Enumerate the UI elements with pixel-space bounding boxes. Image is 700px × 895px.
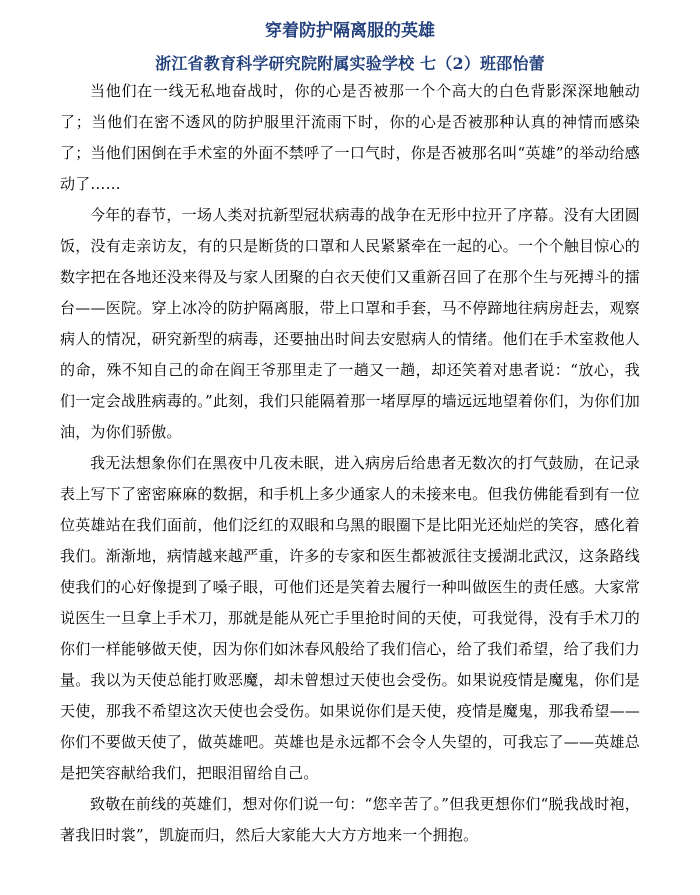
paragraph-4: 致敬在前线的英雄们，想对你们说一句：“您辛苦了。”但我更想你们“脱我战时袍，著我旧时裳”，凯旋而归，然后大家能大大方方地来一个拥抱。: [60, 795, 640, 844]
paragraph-2: 今年的春节，一场人类对抗新型冠状病毒的战争在无形中拉开了序幕。没有大团圆饭，没有走亲访友，有的只是断货的口罩和人民紧紧牵在一起的心。一个个触目惊心的数字把在各地还没来得及与家人团聚的白衣天使们又重新召回了在那个生与死搏斗的擂台——医院。穿上冰冷的防护隔离服，带上口罩和手套，马不停蹄地往病房赶去，观察病人的情况，研究新型的病毒，还要抽出时间去安慰病人的情绪。他们在手术室救他人的命，殊不知自己的命在阎王爷那里走了一趟又一趟，却还笑着对患者说：“放心，我们一定会战胜病毒的。”此刻，我们只能隔着那一堵厚厚的墙远远地望着你们，为你们加油，为你们骄傲。: [60, 206, 640, 441]
document-subtitle: 浙江省教育科学研究院附属实验学校 七（2）班邵怡蕾: [155, 54, 545, 73]
document-title: 穿着防护隔离服的英雄: [265, 21, 435, 41]
paragraph-3: 我无法想象你们在黑夜中几夜未眠，进入病房后给患者无数次的打气鼓励，在记录表上写下了密密麻麻的数据，和手机上多少通家人的未接来电。但我仿佛能看到有一位位英雄站在我们面前，他们泛红的双眼和乌黑的眼圈下是比阳光还灿烂的笑容，感化着我们。渐渐地，病情越来越严重，许多的专家和医生都被派往支援湖北武汉，这条路线使我们的心好像提到了嗓子眼，可他们还是笑着去履行一种叫做医生的责任感。大家常说医生一旦拿上手术刀，那就是能从死亡手里抢时间的天使，可我觉得，没有手术刀的你们一样能够做天使，因为你们如沐春风般给了我们信心，给了我们希望，给了我们力量。我以为天使总能打败恶魔，却未曾想过天使也会受伤。如果说疫情是魔鬼，你们是天使，那我不希望这次天使也会受伤。如果说你们是天使，疫情是魔鬼，那我希望——你们不要做天使了，做英雄吧。英雄也是永远都不会令人失望的，可我忘了——英雄总是把笑容献给我们，把眼泪留给自己。: [60, 454, 640, 782]
paragraph-1: 当他们在一线无私地奋战时，你的心是否被那一个个高大的白色背影深深地触动了；当他们在密不透风的防护服里汗流雨下时，你的心是否被那种认真的神情而感染了；当他们困倒在手术室的外面不禁呼了一口气时，你是否被那名叫“英雄”的举动给感动了……: [60, 82, 640, 193]
